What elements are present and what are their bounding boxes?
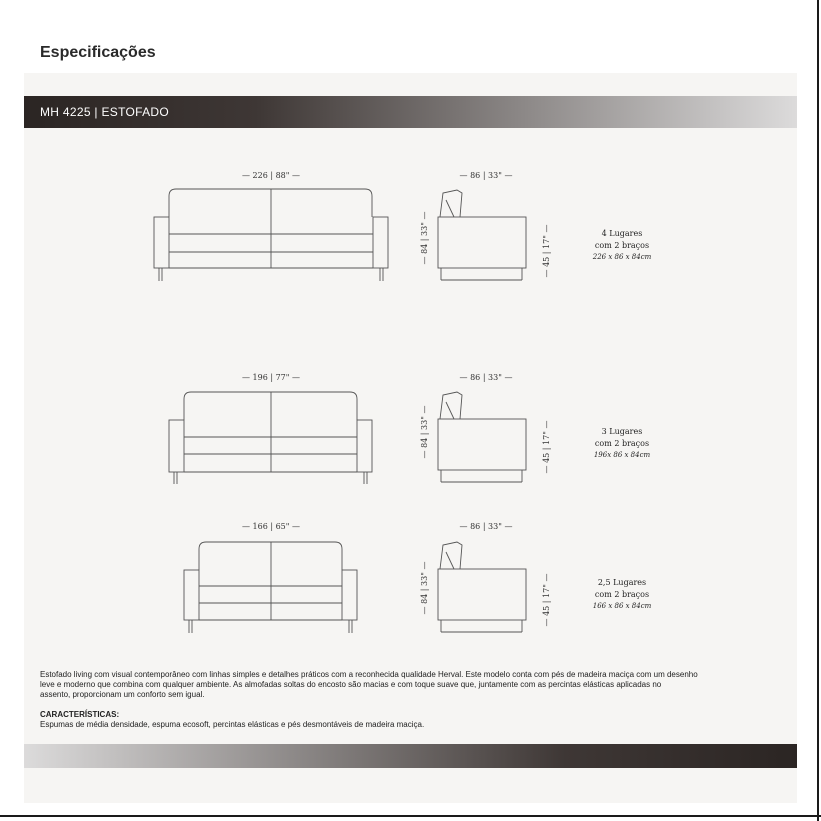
seat-height-dimension-2-5-lugares: — 45 | 17" — — [542, 573, 551, 627]
sofa-side-view-3-lugares — [438, 392, 526, 482]
sofa-side-view-2-5-lugares — [438, 542, 526, 632]
sofa-side-view-4-lugares — [438, 190, 526, 280]
description-line-1: Estofado living com visual contemporâneo com linhas simples e detalhes práticos com a reconhecida qualidade Herval. Este modelo conta com pés de madeira maciça com um desenho — [40, 670, 698, 679]
frame-border-right — [817, 0, 819, 821]
width-dimension-4-lugares: — 226 | 88" — — [242, 171, 300, 180]
depth-dimension-2-5-lugares: — 86 | 33" — — [459, 522, 513, 531]
width-dimension-3-lugares: — 196 | 77" — — [242, 373, 300, 382]
caption-arms-3-lugares: com 2 braços — [594, 439, 650, 448]
caption-title-4-lugares: 4 Lugares — [601, 229, 643, 238]
height-dimension-3-lugares: — 84 | 33" — — [420, 405, 429, 459]
caption-title-2-5-lugares: 2,5 Lugares — [597, 578, 647, 587]
sofa-front-view-4-lugares — [154, 189, 388, 281]
caption-dims-2-5-lugares: 166 x 86 x 84cm — [592, 602, 652, 610]
features-text: Espumas de média densidade, espuma ecosoft, percintas elásticas e pés desmontáveis de madeira maciça. — [40, 720, 425, 729]
width-dimension-2-5-lugares: — 166 | 65" — — [242, 522, 300, 531]
footer-bar — [24, 744, 797, 768]
seat-height-dimension-4-lugares: — 45 | 17" — — [542, 224, 551, 278]
description-line-3: assento, proporcionam um conforto sem igual. — [40, 690, 205, 699]
header-title: MH 4225 | ESTOFADO — [40, 105, 170, 119]
caption-arms-2-5-lugares: com 2 braços — [594, 590, 650, 599]
features-title: CARACTERÍSTICAS: — [40, 710, 120, 719]
depth-dimension-3-lugares: — 86 | 33" — — [459, 373, 513, 382]
caption-dims-3-lugares: 196x 86 x 84cm — [593, 451, 651, 459]
height-dimension-4-lugares: — 84 | 33" — — [420, 211, 429, 265]
seat-height-dimension-3-lugares: — 45 | 17" — — [542, 420, 551, 474]
height-dimension-2-5-lugares: — 84 | 33" — — [420, 561, 429, 615]
depth-dimension-4-lugares: — 86 | 33" — — [459, 171, 513, 180]
caption-title-3-lugares: 3 Lugares — [601, 427, 643, 436]
page-title: Especificações — [40, 44, 156, 61]
frame-border-bottom — [0, 815, 821, 817]
product-description — [40, 670, 800, 700]
caption-dims-4-lugares: 226 x 86 x 84cm — [592, 253, 652, 261]
description-line-2: leve e moderno que combina com qualquer ambiente. As almofadas soltas do encosto são macias e com toque suave que, juntamente com as percintas elásticas aplicadas no — [40, 680, 662, 689]
sofa-front-view-2-5-lugares — [184, 542, 357, 633]
caption-arms-4-lugares: com 2 braços — [594, 241, 650, 250]
sofa-front-view-3-lugares — [169, 392, 372, 484]
